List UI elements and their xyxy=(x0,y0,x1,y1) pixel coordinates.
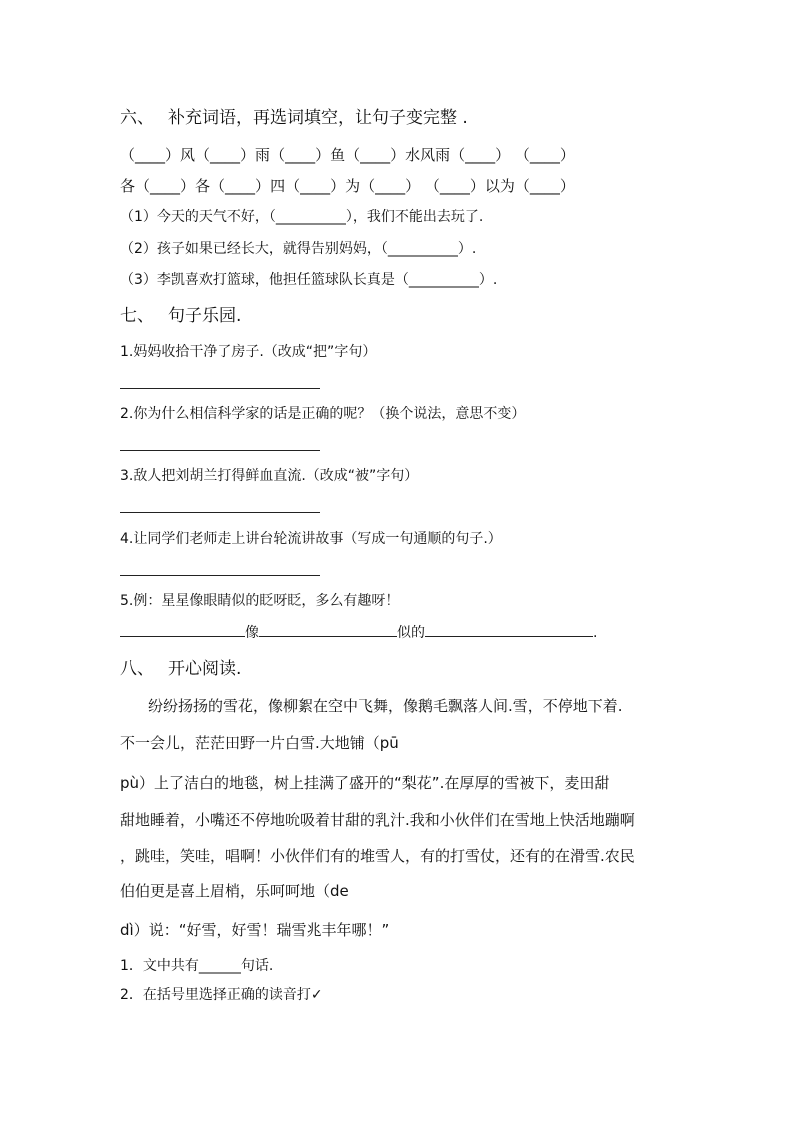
section6-word-row-1 xyxy=(120,145,575,165)
section6-title: 补充词语，再选词填空，让句子变完整 . xyxy=(168,108,468,128)
word: 为 xyxy=(345,177,361,195)
passage-line-1: 纷纷扬扬的雪花，像柳絮在空中飞舞，像鹅毛飘落人间.雪，不停地下着. xyxy=(148,697,623,715)
question-text: 1．文中共有 xyxy=(120,958,199,974)
fill-blank: （__________） xyxy=(380,241,472,257)
passage-line-7: dì）说：“好雪，好雪！瑞雪兆丰年哪！” xyxy=(120,921,390,939)
answer-blank[interactable] xyxy=(120,622,245,637)
blank: （____） xyxy=(510,146,575,164)
section8-heading xyxy=(120,659,241,679)
section6-sentence-1 xyxy=(120,207,483,227)
section7-question-5: 5.例：星星像眼睛似的眨呀眨，多么有趣呀！ xyxy=(120,593,400,609)
fill-blank: （__________） xyxy=(268,209,353,225)
sentence-text: （2）孩子如果已经长大，就得告别妈妈， xyxy=(120,241,381,257)
passage-line-4: 甜地睡着，小嘴还不停地吮吸着甘甜的乳汁.我和小伙伴们在雪地上快活地蹦啊 xyxy=(120,811,635,829)
section6-number: 六、 xyxy=(120,108,154,128)
section7-heading xyxy=(120,306,241,326)
word: 各 xyxy=(120,177,136,195)
sentence-text: . xyxy=(492,272,498,288)
section7-question-3: 3.敌人把刘胡兰打得鲜血直流.（改成“被”字句） xyxy=(120,468,419,484)
blank: （____） xyxy=(450,146,511,164)
word: 以为 xyxy=(484,177,515,195)
section8-title: 开心阅读. xyxy=(168,659,242,679)
answer-blank[interactable] xyxy=(259,622,397,637)
sentence-text: ，我们不能出去玩了. xyxy=(352,209,484,225)
sentence-text: （3）李凯喜欢打篮球，他担任篮球队长真是 xyxy=(120,272,395,288)
word: 雨 xyxy=(255,146,271,164)
answer-line[interactable] xyxy=(120,388,320,389)
end-period: . xyxy=(593,625,598,641)
section7-question-1: 1.妈妈收拾干净了房子.（改成“把”字句） xyxy=(120,344,377,360)
blank: （____） xyxy=(360,177,421,195)
word: 鱼 xyxy=(330,146,346,164)
passage-line-6: 伯伯更是喜上眉梢，乐呵呵地（de xyxy=(120,882,349,900)
section7-question-2: 2.你为什么相信科学家的话是正确的呢？（换个说法，意思不变） xyxy=(120,406,526,422)
section8-question-1 xyxy=(120,956,273,976)
passage-line-5: ，跳哇，笑哇，唱啊！小伙伴们有的堆雪人，有的打雪仗，还有的在滑雪.农民 xyxy=(120,847,635,865)
sentence-text: . xyxy=(471,241,477,257)
blank: （____） xyxy=(135,177,196,195)
section8-question-2: 2．在括号里选择正确的读音打✓ xyxy=(120,987,323,1003)
section7-q5-fill-row xyxy=(120,622,597,643)
section6-word-row-2 xyxy=(120,176,575,196)
passage-line-2: 不一会儿，茫茫田野一片白雪.大地铺（pū xyxy=(120,734,399,752)
blank: （____） xyxy=(195,146,256,164)
answer-line[interactable] xyxy=(120,512,320,513)
word-like: 像 xyxy=(245,625,259,641)
blank: （____） xyxy=(514,177,575,195)
section6-sentence-2 xyxy=(120,239,476,259)
word: 风 xyxy=(180,146,196,164)
answer-line[interactable] xyxy=(120,450,320,451)
answer-blank[interactable] xyxy=(425,622,593,637)
question-text: 句话. xyxy=(240,958,274,974)
section6-heading xyxy=(120,108,468,128)
passage-line-3: pù）上了洁白的地毯，树上挂满了盛开的“梨花”.在厚厚的雪被下，麦田甜 xyxy=(120,774,610,792)
section7-question-4: 4.让同学们老师走上讲台轮流讲故事（写成一句通顺的句子.） xyxy=(120,531,502,547)
answer-line[interactable] xyxy=(120,575,320,576)
blank: （____） xyxy=(120,146,181,164)
section6-sentence-3 xyxy=(120,270,497,290)
blank: （____） xyxy=(270,146,331,164)
section7-title: 句子乐园. xyxy=(168,306,242,326)
sentence-text: （1）今天的天气不好， xyxy=(120,209,269,225)
word: 水风雨 xyxy=(405,146,451,164)
blank: （____） xyxy=(285,177,346,195)
word: 四 xyxy=(270,177,286,195)
word-sidi: 似的 xyxy=(397,625,425,641)
blank: （____） xyxy=(210,177,271,195)
fill-blank: （__________） xyxy=(394,272,493,288)
word: 各 xyxy=(195,177,211,195)
answer-blank[interactable]: ______ xyxy=(198,958,241,974)
section8-number: 八、 xyxy=(120,659,154,679)
blank: （____） xyxy=(345,146,406,164)
section7-number: 七、 xyxy=(120,306,154,326)
blank: （____） xyxy=(420,177,485,195)
